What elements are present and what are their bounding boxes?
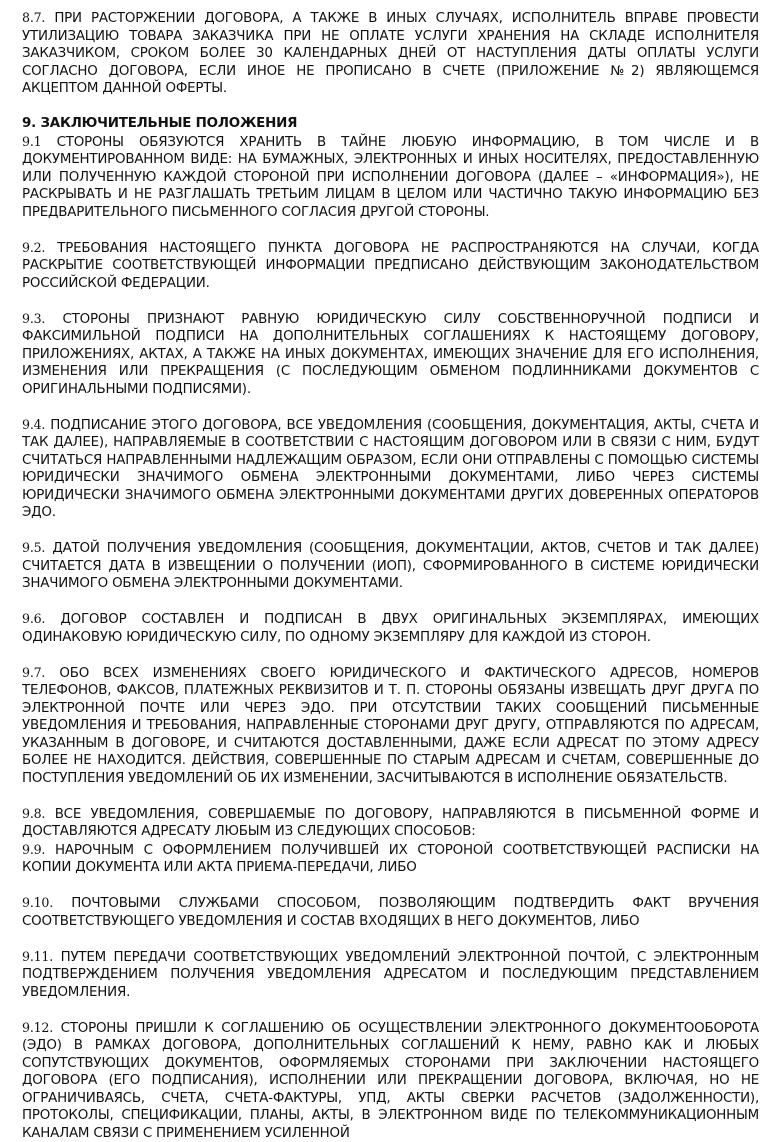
clause-text: ВСЕ УВЕДОМЛЕНИЯ, СОВЕРШАЕМЫЕ ПО ДОГОВОРУ, НАПРАВЛЯЮТСЯ В ПИСЬМЕННОЙ ФОРМЕ И ДОСТАВЛЯЮТСЯ АДРЕСАТУ ЛЮБЫМ ИЗ СЛЕДУЮЩИХ СПОСОБОВ: <box>22 807 759 840</box>
clause-text: СТОРОНЫ ОБЯЗУЮТСЯ ХРАНИТЬ В ТАЙНЕ ЛЮБУЮ ИНФОРМАЦИЮ, В ТОМ ЧИСЛЕ И В ДОКУМЕНТИРОВАННОМ ВИДЕ: НА БУМАЖНЫХ, ЭЛЕКТРОННЫХ И ИНЫХ НОСИТЕЛЯХ, ПРЕДОСТАВЛЕННУЮ ИЛИ ПОЛУЧЕННУЮ КАЖДОЙ СТОРОНОЙ ПРИ ИСПОЛНЕНИИ ДОГОВОРА (ДАЛЕЕ – «ИНФОРМАЦИЯ»), НЕ РАСКРЫВАТЬ И НЕ РАЗГЛАШАТЬ ТРЕТЬИМ ЛИЦАМ В ЦЕЛОМ ИЛИ ЧАСТИЧНО ТАКУЮ ИНФОРМАЦИЮ БЕЗ ПРЕДВАРИТЕЛЬНОГО ПИСЬМЕННОГО СОГЛАСИЯ ДРУГОЙ СТОРОНЫ. <box>22 135 759 220</box>
clause-9-3 <box>22 310 759 399</box>
clause-number: 9.10. <box>22 895 53 910</box>
clause-number: 9.8. <box>22 806 45 821</box>
clause-text: ДОГОВОР СОСТАВЛЕН И ПОДПИСАН В ДВУХ ОРИГИНАЛЬНЫХ ЭКЗЕМПЛЯРАХ, ИМЕЮЩИХ ОДИНАКОВУЮ ЮРИДИЧЕСКУЮ СИЛУ, ПО ОДНОМУ ЭКЗЕМПЛЯРУ ДЛЯ КАЖДОЙ ИЗ СТОРОН. <box>22 612 759 645</box>
clause-number: 9.12. <box>22 1020 53 1035</box>
clause-9-2 <box>22 239 759 293</box>
clause-text: ДАТОЙ ПОЛУЧЕНИЯ УВЕДОМЛЕНИЯ (СООБЩЕНИЯ, ДОКУМЕНТАЦИИ, АКТОВ, СЧЕТОВ И ТАК ДАЛЕЕ) СЧИТАЕТСЯ ДАТА В ИЗВЕЩЕНИИ О ПОЛУЧЕНИИ (ИОП), СФОРМИРОВАННОГО В СИСТЕМЕ ЮРИДИЧЕСКИ ЗНАЧИМОГО ОБМЕНА ЭЛЕКТРОННЫМИ ДОКУМЕНТАМИ. <box>22 541 759 591</box>
section-heading: 9. ЗАКЛЮЧИТЕЛЬНЫЕ ПОЛОЖЕНИЯ <box>22 115 759 133</box>
clause-number: 9.9. <box>22 842 45 857</box>
clause-number: 9.5. <box>22 540 45 555</box>
clause-number: 9.1 <box>22 134 41 149</box>
clause-text: ПОЧТОВЫМИ СЛУЖБАМИ СПОСОБОМ, ПОЗВОЛЯЮЩИМ ПОДТВЕРДИТЬ ФАКТ ВРУЧЕНИЯ СООТВЕТСТВУЮЩЕГО УВЕДОМЛЕНИЯ И СОСТАВ ВХОДЯЩИХ В НЕГО ДОКУМЕНТОВ, ЛИБО <box>22 896 759 929</box>
clause-number: 9.4. <box>22 417 45 432</box>
clause-text: ПОДПИСАНИЕ ЭТОГО ДОГОВОРА, ВСЕ УВЕДОМЛЕНИЯ (СООБЩЕНИЯ, ДОКУМЕНТАЦИЯ, АКТЫ, СЧЕТА И ТАК ДАЛЕЕ), НАПРАВЛЯЕМЫЕ В СООТВЕТСТВИИ С НАСТОЯЩИМ ДОГОВОРОМ ИЛИ В СВЯЗИ С НИМ, БУДУТ СЧИТАТЬСЯ НАПРАВЛЕННЫМИ НАДЛЕЖАЩИМ ОБРАЗОМ, ЕСЛИ ОНИ ОТПРАВЛЕНЫ С ПОМОЩЬЮ СИСТЕМЫ ЮРИДИЧЕСКИ ЗНАЧИМОГО ОБМЕНА ЭЛЕКТРОННЫМИ ДОКУМЕНТАМИ, ЛИБО ЧЕРЕЗ СИСТЕМЫ ЮРИДИЧЕСКИ ЗНАЧИМОГО ОБМЕНА ЭЛЕКТРОННЫМИ ДОКУМЕНТАМИ ДРУГИХ ДОВЕРЕННЫХ ОПЕРАТОРОВ ЭДО. <box>22 418 759 521</box>
clause-9-1 <box>22 133 759 222</box>
clause-text: СТОРОНЫ ПРИЗНАЮТ РАВНУЮ ЮРИДИЧЕСКУЮ СИЛУ СОБСТВЕННОРУЧНОЙ ПОДПИСИ И ФАКСИМИЛЬНОЙ ПОДПИСИ НА ДОПОЛНИТЕЛЬНЫХ СОГЛАШЕНИЯХ К НАСТОЯЩЕМУ ДОГОВОРУ, ПРИЛОЖЕНИЯХ, АКТАХ, А ТАКЖЕ НА ИНЫХ ДОКУМЕНТАХ, ИМЕЮЩИХ ЗНАЧЕНИЕ ДЛЯ ЕГО ИСПОЛНЕНИЯ, ИЗМЕНЕНИЯ ИЛИ ПРЕКРАЩЕНИЯ (С ПОСЛЕДУЮЩИМ ОБМЕНОМ ПОДЛИННИКАМИ ДОКУМЕНТОВ С ОРИГИНАЛЬНЫМИ ПОДПИСЯМИ). <box>22 312 759 397</box>
clause-number: 9.6. <box>22 611 45 626</box>
clause-number: 9.7. <box>22 665 45 680</box>
clause-number: 9.2. <box>22 240 45 255</box>
clause-9-9 <box>22 841 759 877</box>
clause-text: ТРЕБОВАНИЯ НАСТОЯЩЕГО ПУНКТА ДОГОВОРА НЕ РАСПРОСТРАНЯЮТСЯ НА СЛУЧАИ, КОГДА РАСКРЫТИЕ СООТВЕТСТВУЮЩЕЙ ИНФОРМАЦИИ ПРЕДПИСАНО ДЕЙСТВУЮЩИМ ЗАКОНОДАТЕЛЬСТВОМ РОССИЙСКОЙ ФЕДЕРАЦИИ. <box>22 241 759 291</box>
clause-9-5 <box>22 539 759 593</box>
clause-9-4 <box>22 416 759 522</box>
clause-9-10 <box>22 894 759 930</box>
clause-9-6 <box>22 610 759 646</box>
clause-number: 9.11. <box>22 949 53 964</box>
clause-9-12 <box>22 1019 759 1142</box>
clause-text: ПРИ РАСТОРЖЕНИИ ДОГОВОРА, А ТАКЖЕ В ИНЫХ СЛУЧАЯХ, ИСПОЛНИТЕЛЬ ВПРАВЕ ПРОВЕСТИ УТИЛИЗАЦИЮ ТОВАРА ЗАКАЗЧИКА ПРИ НЕ ОПЛАТЕ УСЛУГИ ХРАНЕНИЯ НА СКЛАДЕ ИСПОЛНИТЕЛЯ ЗАКАЗЧИКОМ, СРОКОМ БОЛЕЕ 30 КАЛЕНДАРНЫХ ДНЕЙ ОТ НАСТУПЛЕНИЯ ДАТЫ ОПЛАТЫ УСЛУГИ СОГЛАСНО ДОГОВОРА, ЕСЛИ ИНОЕ НЕ ПРОПИСАНО В СЧЕТЕ (ПРИЛОЖЕНИЕ №2) ЯВЛЯЮЩЕМСЯ АКЦЕПТОМ ДАННОЙ ОФЕРТЫ. <box>22 11 759 96</box>
clause-9-11 <box>22 948 759 1002</box>
clause-number: 8.7. <box>22 10 45 25</box>
clause-number: 9.3. <box>22 311 45 326</box>
clause-text: ОБО ВСЕХ ИЗМЕНЕНИЯХ СВОЕГО ЮРИДИЧЕСКОГО И ФАКТИЧЕСКОГО АДРЕСОВ, НОМЕРОВ ТЕЛЕФОНОВ, ФАКСОВ, ПЛАТЕЖНЫХ РЕКВИЗИТОВ И Т. П. СТОРОНЫ ОБЯЗАНЫ ИЗВЕЩАТЬ ДРУГ ДРУГА ПО ЭЛЕКТРОННОЙ ПОЧТЕ ИЛИ ЧЕРЕЗ ЭДО. ПРИ ОТСУТСТВИИ ТАКИХ СООБЩЕНИЙ ПИСЬМЕННЫЕ УВЕДОМЛЕНИЯ И ТРЕБОВАНИЯ, НАПРАВЛЕННЫЕ СТОРОНАМИ ДРУГ ДРУГУ, ОТПРАВЛЯЮТСЯ ПО АДРЕСАМ, УКАЗАННЫМ В ДОГОВОРЕ, И СЧИТАЮТСЯ ДОСТАВЛЕННЫМИ, ДАЖЕ ЕСЛИ АДРЕСАТ ПО ЭТОМУ АДРЕСУ БОЛЕЕ НЕ НАХОДИТСЯ. ДЕЙСТВИЯ, СОВЕРШЕННЫЕ ПО СТАРЫМ АДРЕСАМ И СЧЕТАМ, СОВЕРШЕННЫЕ ДО ПОСТУПЛЕНИЯ УВЕДОМЛЕНИЙ ОБ ИХ ИЗМЕНЕНИИ, ЗАСЧИТЫВАЮТСЯ В ИСПОЛНЕНИЕ ОБЯЗАТЕЛЬСТВ. <box>22 666 759 786</box>
clause-text: НАРОЧНЫМ С ОФОРМЛЕНИЕМ ПОЛУЧИВШЕЙ ИХ СТОРОНОЙ СООТВЕТСТВУЮЩЕЙ РАСПИСКИ НА КОПИИ ДОКУМЕНТА ИЛИ АКТА ПРИЕМА-ПЕРЕДАЧИ, ЛИБО <box>22 843 759 876</box>
clause-text: СТОРОНЫ ПРИШЛИ К СОГЛАШЕНИЮ ОБ ОСУЩЕСТВЛЕНИИ ЭЛЕКТРОННОГО ДОКУМЕНТООБОРОТА (ЭДО) В РАМКАХ ДОГОВОРА, ДОПОЛНИТЕЛЬНЫХ СОГЛАШЕНИЙ К НЕМУ, РАВНО КАК И ЛЮБЫХ СОПУТСТВУЮЩИХ ДОКУМЕНТОВ, ОФОРМЛЯЕМЫХ СТОРОНАМИ ПРИ ЗАКЛЮЧЕНИИ НАСТОЯЩЕГО ДОГОВОРА (ЕГО ПОДПИСАНИЯ), ИСПОЛНЕНИИ ИЛИ ПРЕКРАЩЕНИИ ДОГОВОРА, ВКЛЮЧАЯ, НО НЕ ОГРАНИЧИВАЯСЬ, СЧЕТА, СЧЕТА-ФАКТУРЫ, УПД, АКТЫ СВЕРКИ РАСЧЕТОВ (ЗАДОЛЖЕННОСТИ), ПРОТОКОЛЫ, СПЕЦИФИКАЦИИ, ПЛАНЫ, АКТЫ, В ЭЛЕКТРОННОМ ВИДЕ ПО ТЕЛЕКОММУНИКАЦИОННЫМ КАНАЛАМ СВЯЗИ С ПРИМЕНЕНИЕМ УСИЛЕННОЙ <box>22 1021 759 1141</box>
clause-9-7 <box>22 664 759 788</box>
clause-8-7 <box>22 9 759 98</box>
clause-9-8 <box>22 805 759 841</box>
clause-text: ПУТЕМ ПЕРЕДАЧИ СООТВЕТСТВУЮЩИХ УВЕДОМЛЕНИЙ ЭЛЕКТРОННОЙ ПОЧТОЙ, С ЭЛЕКТРОННЫМ ПОДТВЕРЖДЕНИЕМ ПОЛУЧЕНИЯ УВЕДОМЛЕНИЯ АДРЕСАТОМ И ПОСЛЕДУЮЩИМ ПРЕДСТАВЛЕНИЕМ УВЕДОМЛЕНИЯ. <box>22 950 759 1000</box>
